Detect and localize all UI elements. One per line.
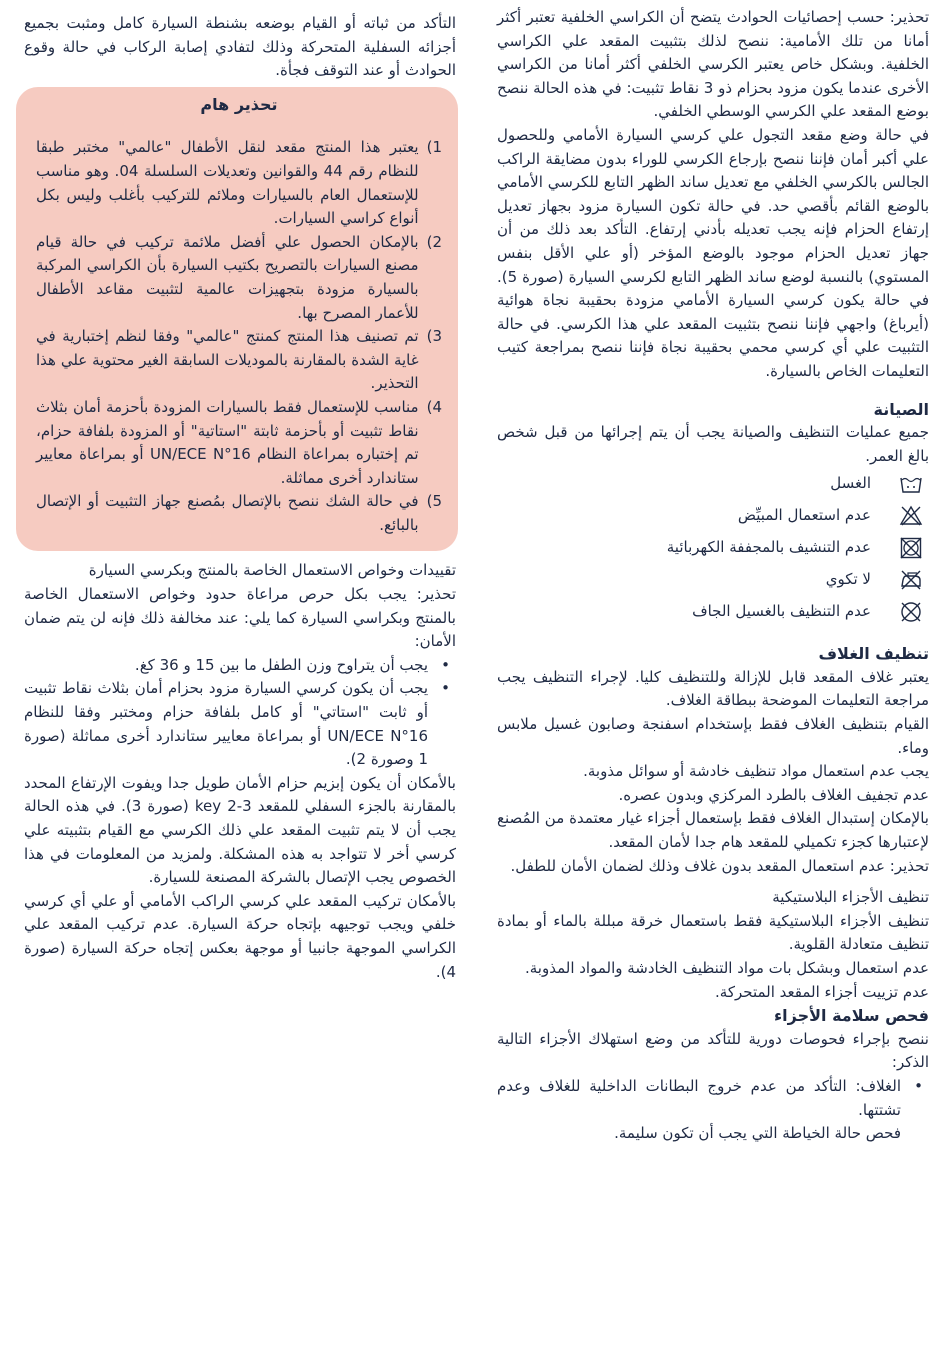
warning-item-number: 5): [426, 492, 442, 511]
warning-item-text: تم تصنيف هذا المنتج كمنتج "عالمي" وفقا لنظم إختبارية في غاية الشدة بالمقارنة بالموديلات السابقة الغير محتوية علي هذا التحذير.: [36, 327, 419, 393]
limits-title: تقييدات وخواص الاستعمال الخاصة بالمنتج وبكرسي السيارة: [88, 561, 456, 580]
care-item-no-dry-clean: [497, 596, 929, 628]
warning-box-title: تحذير هام: [200, 94, 278, 114]
care-item-washing: [497, 468, 929, 500]
list-item: • يجب أن يتراوح وزن الطفل ما بين 15 و 36 كغ.: [24, 654, 428, 678]
warning-item: [36, 231, 442, 325]
intro-paragraph: التأكد من ثباته أو القيام بوضعه بشنطة السيارة كامل ومثبت بجميع أجزائه السفلية المتحركة وذلك لتفادي إصابة الركاب في حالة وقوع الحوادث أو عند التوقف فجأة.: [24, 14, 456, 80]
care-symbols-list: [497, 468, 929, 628]
warning-item: [36, 136, 442, 230]
limits-bullet-list: [24, 654, 456, 772]
cover-paragraph: بالإمكان إستبدال الغلاف فقط بإستعمال أجزاء غيار معتمدة من المُصنع لإعتبارها كجزء تكميلي للمقعد هام جدا لأمان المقعد.: [497, 809, 929, 852]
no-tumble-dry-icon: [899, 536, 923, 560]
right-column: [497, 6, 929, 1146]
warning-item-number: 2): [426, 232, 442, 251]
parts-check-text: ننصح بإجراء فحوصات دورية للتأكد من وضع استهلاك الأجزاء التالية الذكر:: [497, 1029, 929, 1072]
care-item-no-iron: [497, 564, 929, 596]
warning-item: [36, 396, 442, 490]
no-iron-icon: [899, 568, 923, 592]
warning-item: [36, 490, 442, 537]
cover-paragraph: تحذير: عدم استعمال المقعد بدون غلاف وذلك لضمان الأمان للطفل.: [510, 856, 929, 875]
washing-icon: [899, 472, 923, 496]
care-label: عدم التنظيف بالغسيل الجاف: [692, 602, 871, 621]
warning-item-number: 3): [426, 327, 442, 346]
care-item-no-bleach: [497, 500, 929, 532]
care-label: الغسل: [830, 474, 871, 493]
important-warning-box: [16, 87, 458, 552]
cover-paragraph: يجب عدم استعمال مواد تنظيف خادشة أو سوائل مذوبة.: [583, 762, 929, 781]
no-bleach-icon: [899, 504, 923, 528]
cover-paragraph: القيام بتنظيف الغلاف فقط بإستخدام اسفنجة وصابون غسيل ملابس وماء.: [497, 715, 929, 757]
warning-item-text: بالإمكان الحصول علي أفضل ملائمة تركيب في حالة قيام مصنع السيارات بالتصريح بكتيب السيارة بأن الكراسي المركبة بالسيارة مزودة بتجهيزات عالمية لتثبيت مقاعد الأطفال للأعمار المصرح بها.: [36, 232, 419, 322]
warning-item-text: يعتبر هذا المنتج مقعد لنقل الأطفال "عالمي" مختبر طبقا للنظام رقم 44 والقوانين وتعديلات السلسلة 04. وهو مناسب للإستعمال العام بالسيارات وملائم للتركيب بأغلب وليس بكل أنواع كراسي السيارات.: [36, 138, 419, 228]
cover-paragraph: عدم تجفيف الغلاف بالطرد المركزي وبدون عصره.: [618, 785, 929, 804]
care-label: لا تكوي: [825, 570, 871, 589]
warning-item-number: 4): [426, 397, 442, 416]
plastic-paragraph: عدم تزييت أجزاء المقعد المتحركة.: [715, 982, 929, 1001]
warning-item-text: مناسب للإستعمال فقط بالسيارات المزودة بأحزمة أمان بثلاث نقاط تثبيت أو بأحزمة ثابتة "استاتية" أو المزودة بلفافة حزام، تم إختباره بمراعاة النظام UN/ECE N°16 أو بمراعاة معايير ستاندارد أخرى مماثلة.: [36, 397, 419, 487]
plastic-paragraph: عدم استعمال وبشكل بات مواد التنظيف الخادشة والمواد المذوبة.: [524, 959, 929, 977]
parts-check-list: [497, 1075, 929, 1122]
rear-seat-warning: تحذير: حسب إحصائيات الحوادث يتضح أن الكراسي الخلفية تعتبر أكثر أمانا من تلك الأمامية: ننصح لذلك بتثبيت المقعد علي الكراسي الخلفية. وبشكل خاص يعتبر الكرسي الخلفي أكثر أمانا من الكراسي الأخرى عندما يكون مزود بحزام ذو 3 نقاط تثبيت: في هذه الحالة ننصح بوضع المقعد علي الكرسي الوسطي الخلفي.: [497, 8, 929, 121]
care-item-no-tumble-dry: [497, 532, 929, 564]
limits-warning: تحذير: يجب بكل حرص مراعاة حدود وخواص الاستعمال الخاصة بالمنتج وبكراسي السيارة كما يلي: عند مخالفة ذلك فإنه لن يتم ضمان الأمان:: [24, 585, 456, 651]
care-label: عدم استعمال المبيِّض: [737, 506, 871, 525]
warning-item: [36, 325, 442, 396]
parts-check-title: فحص سلامة الأجزاء: [773, 1006, 929, 1026]
warning-item-number: 1): [426, 138, 442, 157]
maintenance-text: جميع عمليات التنظيف والصيانة يجب أن يتم إجرائها من قبل شخص بالغ العمر.: [497, 423, 929, 465]
cover-cleaning-title: تنظيف الغلاف: [818, 644, 929, 664]
care-label: عدم التنشيف بالمجففة الكهربائية: [666, 538, 871, 557]
plastic-paragraph: تنظيف الأجزاء البلاستيكية فقط باستعمال خرقة مبللة بالماء أو بمادة تنظيف متعادلة القلوية.: [497, 911, 929, 954]
installation-paragraph: بالأمكان تركيب المقعد علي كرسي الراكب الأمامي أو علي أي كرسي خلفي ويجب توجيهه بإتجاه حركة السيارة. عدم تركيب المقعد علي الكراسي الموجهة جانبيا أو موجهة بعكس إتجاه حركة السيارة (صورة 4).: [24, 891, 456, 981]
maintenance-title: الصيانة: [873, 399, 929, 419]
list-item: • يجب أن يكون كرسي السيارة مزود بحزام أمان بثلاث نقاط تثبيت أو ثابت "استاتي" أو كامل بلفافة حزام ومختبر وفقا للنظام UN/ECE N°16 أو بمراعاة معايير ستاندارد أخرى مماثلة (صورة 1 وصورة 2).: [24, 677, 428, 771]
stitching-check-text: فحص حالة الخياطة التي يجب أن تكون سليمة.: [614, 1124, 901, 1143]
front-seat-paragraph: في حالة وضع مقعد التجول علي كرسي السيارة الأمامي وللحصول علي أكبر أمان فإننا ننصح بإرجاع الكرسي للوراء بدون مضايقة الراكب الجالس بالكرسي الخلفي مع تعديل ساند الظهر التابع للكرسي الأمامي بالوضع القائم بأقصي حد. في حالة تكون السيارة مزود بجهاز تعديل إرتفاع الحزام فإنه يجب تعديله بأدني إرتفاع. التأكد بعد ذلك من أن جهاز تعديل الحزام موجود بالوضع المؤخر (أو علي الأقل بنفس المستوي) بالنسبة لوضع ساند الظهر التابع لكرسي السيارة (صورة 5). في حالة يكون كرسي السيارة الأمامي مزودة بحقيبة نجاة هوائية (أيرباغ) واجهي فإننا ننصح بتثبيت المقعد علي هذا الكرسي. في حالة التثبيت علي أي كرسي محمي بحقيبة نجاة فإننا ننصح بمراجعة كتيب التعليمات الخاص بالسيارة.: [497, 125, 929, 380]
cover-paragraph: يعتبر غلاف المقعد قابل للإزالة وللتنظيف كليا. لإجراء التنظيف يجب مراجعة التعليمات الموضحة ببطاقة الغلاف.: [497, 667, 929, 710]
list-item: • الغلاف: التأكد من عدم خروج البطانات الداخلية للغلاف وعدم تشتتها.: [497, 1075, 901, 1122]
warning-item-text: في حالة الشك ننصح بالإتصال بمُصنع جهاز التثبيت أو الإتصال بالبائع.: [36, 492, 419, 534]
buckle-paragraph: بالأمكان أن يكون إبزيم حزام الأمان طويل جدا ويفوت الإرتفاع المحدد بالمقارنة بالجزء السفلي للمقعد 3-2 key (صورة 3). في هذه الحالة يجب أن لا يتم تثبيت المقعد علي ذلك الكرسي مع القيام بتثبيته علي كرسي أخر لا تتواجد به هذه المشكلة. ولمزيد من المعلومات في هذا الخصوص يجب الإتصال بالشركة المصنعة للسيارة.: [24, 773, 456, 887]
no-dry-clean-icon: [899, 600, 923, 624]
plastic-cleaning-title: تنظيف الأجزاء البلاستيكية: [772, 888, 929, 907]
left-column: [24, 12, 456, 984]
